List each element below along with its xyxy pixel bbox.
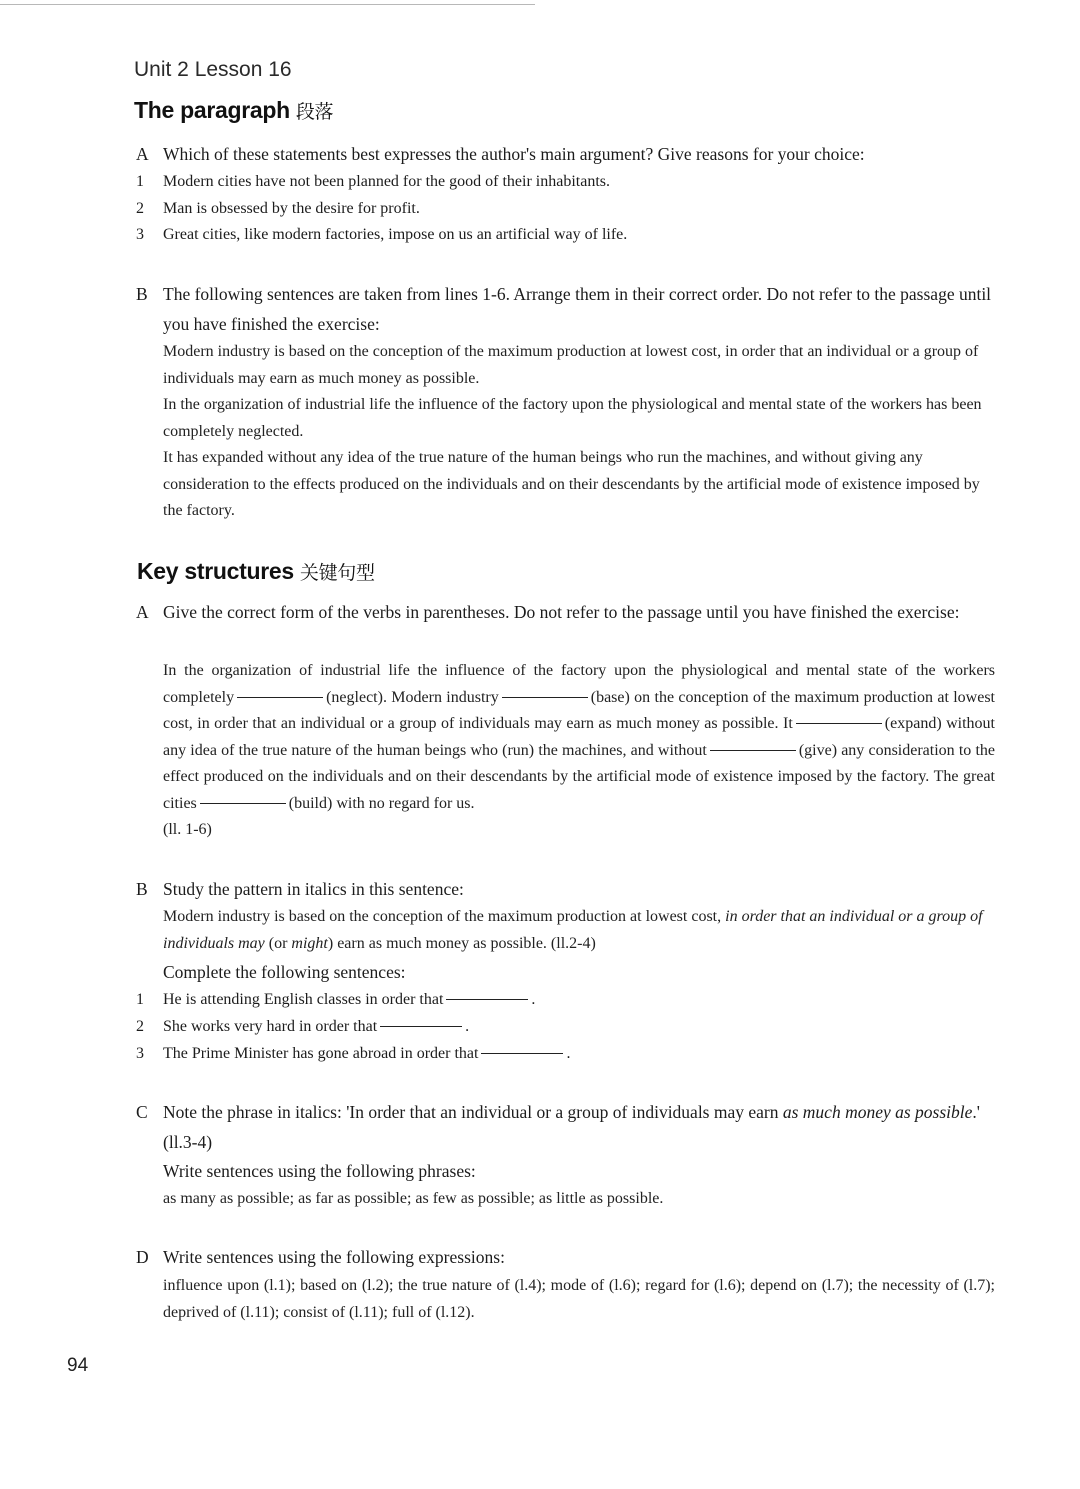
section-title-text: The paragraph [134,97,290,123]
page-number: 94 [67,1355,89,1376]
key-b-instruction: Complete the following sentences: [163,962,406,982]
section-title-key-structures [137,558,375,585]
exercise-a-prompt: A Which of these statements best expresses the author's main argument? Give reasons for your choice: [136,144,865,164]
section-title-paragraph [134,97,333,124]
key-c-phrases: as many as possible; as far as possible; as few as possible; as little as possible. [163,1190,664,1207]
list-item: 1 Modern cities have not been planned for the good of their inhabitants. [136,173,610,190]
top-rule [0,4,535,5]
section-title-text: Key structures [137,558,294,584]
sentence-3: It has expanded without any idea of the true nature of the human beings who run the machines, and without giving any consideration to the effects produced on the individuals and on their descendants by the artificial mode of existence imposed by the factory. [163,449,980,519]
blank-field[interactable] [446,998,528,1000]
key-c-instruction: Write sentences using the following phrases: [163,1161,476,1181]
key-a-passage: In the organization of industrial life the influence of the factory upon the physiological and mental state of the workers completely (neglect). Modern industry (base) on the conception of the maximum production at lowest cost, in order that an individual or a group of individuals may earn as much money as possible. It (expand) without any idea of the true nature of the human beings who (run) the machines, and without (give) any consideration to the effect produced on the individuals and on their descendants by the artificial mode of existence imposed by the factory. The great cities (build) with no regard for us. (ll. 1-6) [163,662,996,838]
blank-field[interactable] [481,1052,563,1054]
section-title-zh: 段落 [295,101,334,123]
section-title-zh: 关键句型 [299,562,375,584]
list-item: 2 Man is obsessed by the desire for profit. [136,200,420,217]
blank-field[interactable] [796,722,882,724]
key-a-prompt: A Give the correct form of the verbs in parentheses. Do not refer to the passage until you have finished the exercise: [136,602,960,622]
key-c-prompt: C Note the phrase in italics: 'In order that an individual or a group of individuals may earn as much money as possible.' (ll.3-4) [136,1102,980,1152]
blank-field[interactable] [710,749,796,751]
unit-lesson-header: Unit 2 Lesson 16 [134,58,292,81]
key-d-expressions: influence upon (l.1); based on (l.2); the true nature of (l.4); mode of (l.6); regard for (l.6); depend on (l.7); the necessity of (l.7); deprived of (l.11); consist of (l.11); full of (l.12). [163,1277,995,1321]
key-b-example: Modern industry is based on the conception of the maximum production at lowest cost, in order that an individual or a group of individuals may (or might) earn as much money as possible. (ll.2-4) [163,908,983,952]
exercise-b-prompt: B The following sentences are taken from lines 1-6. Arrange them in their correct order. Do not refer to the passage until you have finished the exercise: [136,284,992,334]
list-item: 3 Great cities, like modern factories, impose on us an artificial way of life. [136,226,628,243]
blank-field[interactable] [200,802,286,804]
sentence-2: In the organization of industrial life the influence of the factory upon the physiological and mental state of the workers has been completely neglected. [163,396,982,440]
blank-field[interactable] [237,696,323,698]
list-item: 1 He is attending English classes in order that . [136,991,536,1008]
key-b-prompt: B Study the pattern in italics in this sentence: [136,879,464,899]
list-item: 2 She works very hard in order that . [136,1018,470,1035]
blank-field[interactable] [380,1025,462,1027]
sentence-1: Modern industry is based on the conception of the maximum production at lowest cost, in order that an individual or a group of individuals may earn as much money as possible. [163,343,979,387]
list-item: 3 The Prime Minister has gone abroad in order that . [136,1045,571,1062]
key-d-prompt: D Write sentences using the following expressions: [136,1247,505,1267]
blank-field[interactable] [502,696,588,698]
